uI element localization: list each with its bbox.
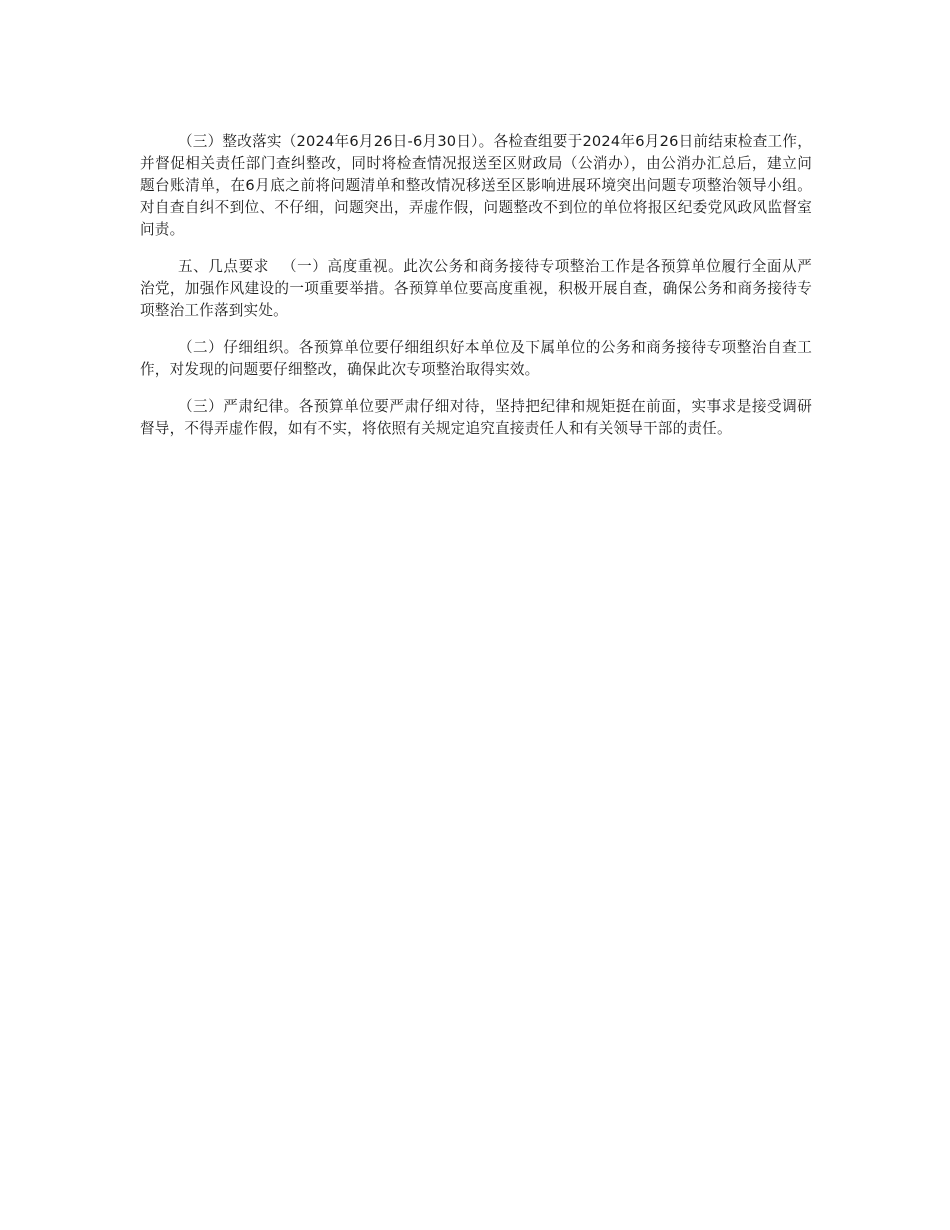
paragraph-text: （二）仔细组织。各预算单位要仔细组织好本单位及下属单位的公务和商务接待专项整治自查工作，对发现的问题要仔细整改，确保此次专项整治取得实效。 (140, 339, 812, 378)
paragraph-text: （一）高度重视。此次公务和商务接待专项整治工作是各预算单位履行全面从严治党，加强作风建设的一项重要举措。各预算单位要高度重视，积极开展自查，确保公务和商务接待专项整治工作落到实处。 (140, 258, 812, 319)
paragraph-organization (140, 337, 812, 381)
paragraph-text: （三）整改落实（2024年6月26日-6月30日）。各检查组要于2024年6月26日前结束检查工作，并督促相关责任部门查纠整改，同时将检查情况报送至区财政局（公消办），由公消办汇总后，建立问题台账清单，在6月底之前将问题清单和整改情况移送至区影响进展环境突出问题专项整治领导小组。对自查自纠不到位、不仔细，问题突出，弄虚作假，问题整改不到位的单位将报区纪委党风政风监督室问责。 (140, 133, 812, 238)
paragraph-requirements (140, 256, 812, 322)
paragraph-rectification (140, 131, 812, 241)
paragraph-discipline (140, 396, 812, 440)
paragraph-text: （三）严肃纪律。各预算单位要严肃仔细对待，坚持把纪律和规矩挺在前面，实事求是接受调研督导，不得弄虚作假，如有不实，将依照有关规定追究直接责任人和有关领导干部的责任。 (140, 398, 812, 437)
section-heading: 五、几点要求 (177, 258, 269, 275)
document-page (140, 131, 812, 440)
